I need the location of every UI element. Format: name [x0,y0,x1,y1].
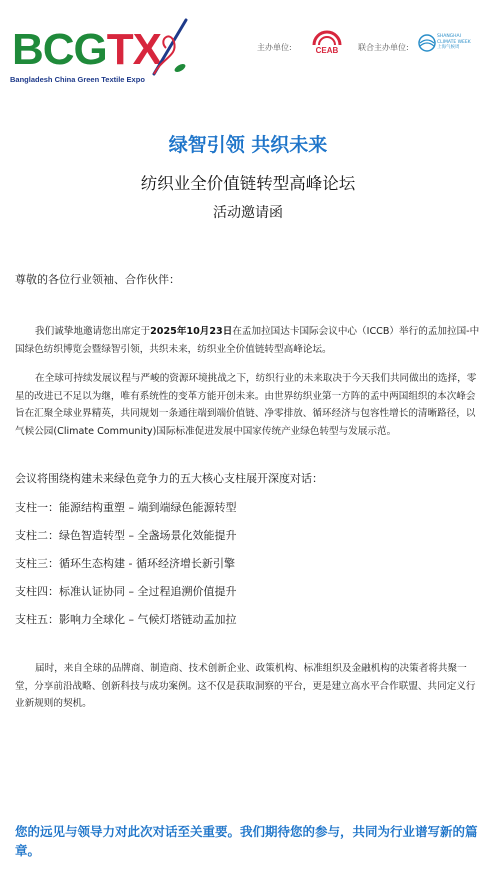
attendees-paragraph: 届时，来自全球的品牌商、制造商、技术创新企业、政策机构、标准组织及金融机构的决策者将共聚一堂，分享前沿战略、创新科技与成功案例。这不仅是获取洞察的平台，更是建立高水平合作联盟、共同定义行业新规则的契机。 [15,663,476,709]
pillar-item: 支柱三：循环生态构建 - 循环经济增长新引擎 [15,557,235,570]
ceab-logo-icon [308,30,346,46]
invitation-paragraph: 我们诚挚地邀请您出席定于2025年10月23日在孟加拉国达卡国际会议中心（ICCB）举行的孟加拉国-中国绿色纺织博览会暨绿智引领，共织未来，纺织业全价值链转型高峰论坛。 [15,326,480,355]
logo-subtitle: Bangladesh China Green Textile Expo [10,75,145,84]
host-label: 主办单位: [257,43,292,52]
pillar-item: 支柱一：能源结构重塑 – 端到端绿色能源转型 [15,501,237,514]
pillar-item: 支柱五：影响力全球化 – 气候灯塔链动孟加拉 [15,613,237,626]
shanghai-climate-week-logo-icon [418,34,436,52]
forum-title: 纺织业全价值链转型高峰论坛 [140,174,356,193]
shanghai-climate-week-text: SHANGHAI CLIMATE WEEK 上海气候周 [437,34,471,50]
context-paragraph: 在全球可持续发展议程与严峻的资源环境挑战之下，纺织行业的未来取决于今天我们共同做出的选择，零星的改进已不足以为继，唯有系统性的变革方能开创未来。由世界纺织业第一方阵的孟中两国组织的本次峰会旨在汇聚全球业界精英，共同规划一条通往端到端价值链、净零排放、循环经济与包容性增长的清晰路径，以气候公园(Climate Community)国际标准促进发展中国家传统产业绿色转型与发展示范。 [15,373,477,437]
pillar-item: 支柱二：绿色智造转型 – 全盏场景化效能提升 [15,529,237,542]
invitation-title: 活动邀请函 [213,205,283,221]
ceab-logo-text: CEAB [315,46,339,55]
event-date: 2025年10月23日 [150,326,233,337]
needle-icon [150,18,190,80]
pillar-item: 支柱四：标准认证协同 – 全过程追溯价值提升 [15,585,237,598]
main-title: 绿智引领 共织未来 [168,134,328,156]
salutation: 尊敬的各位行业领袖、合作伙伴： [15,273,180,286]
cohost-label: 联合主办单位: [358,43,409,52]
bcgtx-logo: BCGTX [12,25,162,74]
header [0,0,496,100]
closing-statement: 您的远见与领导力对此次对话至关重要。我们期待您的参与，共同为行业谱写新的篇章。 [15,824,478,858]
pillars-intro: 会议将围绕构建未来绿色竞争力的五大核心支柱展开深度对话： [15,472,323,485]
